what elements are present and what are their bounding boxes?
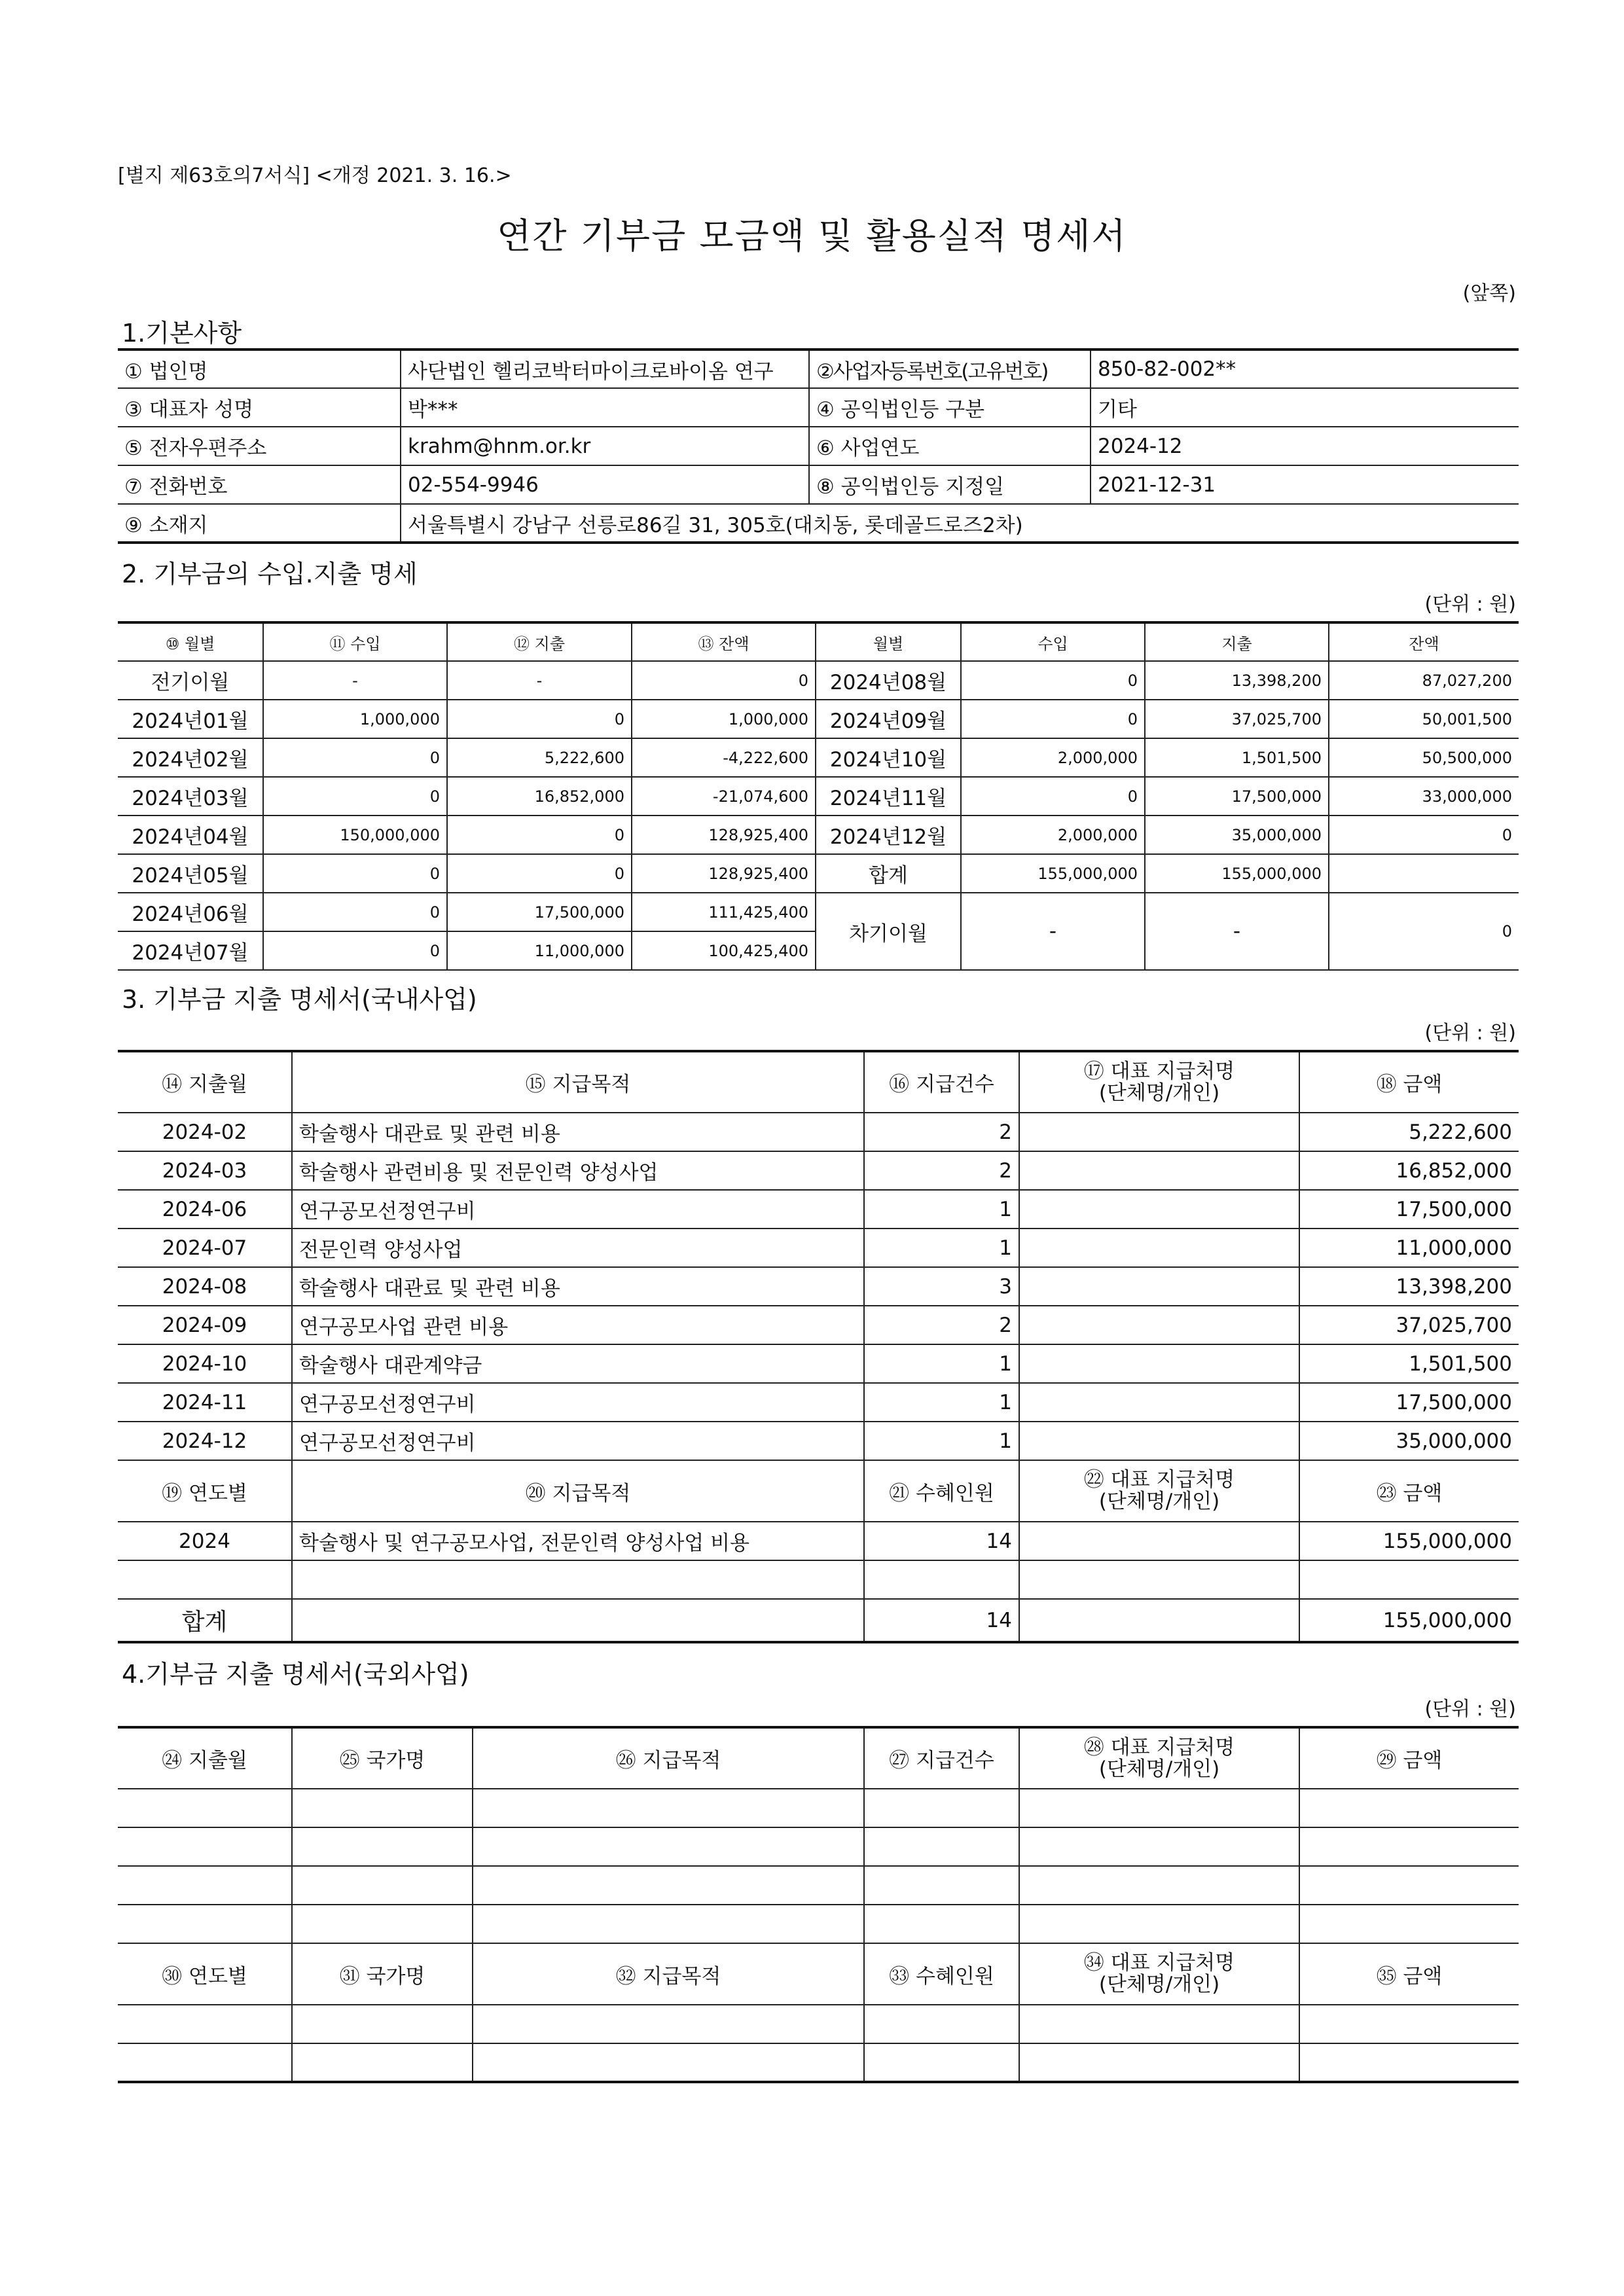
overseas-expense-table (118, 1726, 1519, 2083)
expense-cell: 0 (447, 816, 632, 854)
overseas-header (118, 1727, 1519, 1789)
expense-cell: 17,500,000 (447, 893, 632, 931)
basic-info-row (118, 388, 1519, 427)
overseas-cell (864, 1866, 1019, 1905)
amount-cell: 1,501,500 (1299, 1344, 1519, 1383)
balance-cell: 128,925,400 (632, 854, 816, 893)
yearly-amount-header: ㉓ 금액 (1299, 1460, 1519, 1522)
email-label: ⑤ 전자우편주소 (118, 427, 401, 465)
recipient-header-line1: ⑰ 대표 지급처명 (1083, 1059, 1235, 1083)
overseas-cell (864, 2005, 1019, 2043)
recipient-cell (1019, 1190, 1299, 1229)
overseas-year-header: ㉚ 연도별 (118, 1943, 292, 2005)
income-cell: 0 (263, 893, 447, 931)
corp-type-label: ④ 공익법인등 구분 (809, 388, 1091, 427)
income-header: ⑪ 수입 (263, 622, 447, 661)
income-cell: 2,000,000 (961, 738, 1145, 777)
overseas-cell (118, 1789, 292, 1827)
yearly-recipient-header-line2: (단체명/개인) (1098, 1490, 1220, 1513)
income-cell: 1,000,000 (263, 700, 447, 738)
month-cell: 2024년05월 (118, 854, 263, 893)
basic-info-row (118, 427, 1519, 465)
overseas-yearly-row (118, 2043, 1519, 2082)
carry-forward-balance: 0 (1329, 893, 1519, 970)
income-cell: 0 (263, 738, 447, 777)
country-header: ㉕ 국가명 (292, 1727, 473, 1789)
expense-cell: 37,025,700 (1145, 700, 1329, 738)
phone-value: 02-554-9946 (401, 465, 809, 504)
overseas-yearly-recipient-line2: (단체명/개인) (1098, 1973, 1220, 1996)
overseas-purpose-header: ㉖ 지급목적 (473, 1727, 864, 1789)
month-cell: 2024년02월 (118, 738, 263, 777)
overseas-cell (1019, 2005, 1299, 2043)
expense-month-cell: 2024-11 (118, 1383, 292, 1422)
yearly-recipient-cell (1019, 1560, 1299, 1599)
domestic-row (118, 1151, 1519, 1190)
section1-title: 1.기본사항 (122, 319, 242, 348)
basic-info-row (118, 504, 1519, 543)
month-cell: 2024년03월 (118, 777, 263, 816)
income-cell: 0 (263, 854, 447, 893)
total-expense-cell: 155,000,000 (1145, 854, 1329, 893)
domestic-row (118, 1422, 1519, 1460)
total-purpose-cell (292, 1599, 864, 1642)
income-expense-row (118, 700, 1519, 738)
overseas-row (118, 1866, 1519, 1905)
overseas-cell (473, 1789, 864, 1827)
overseas-cell (1299, 1789, 1519, 1827)
overseas-cell (118, 2043, 292, 2082)
expense-month-cell: 2024-06 (118, 1190, 292, 1229)
overseas-amount-header: ㉙ 금액 (1299, 1727, 1519, 1789)
beneficiaries-header: ㉑ 수혜인원 (864, 1460, 1019, 1522)
yearly-recipient-header-line1: ㉒ 대표 지급처명 (1083, 1468, 1235, 1492)
overseas-cell (118, 2005, 292, 2043)
section4-title: 4.기부금 지출 명세서(국외사업) (122, 1660, 469, 1689)
expense-cell: 1,501,500 (1145, 738, 1329, 777)
basic-info-table (118, 348, 1519, 544)
expense-month-cell: 2024-03 (118, 1151, 292, 1190)
recipient-cell (1019, 1267, 1299, 1306)
carry-forward-expense: - (1145, 893, 1329, 970)
purpose-cell: 학술행사 대관료 및 관련 비용 (292, 1267, 864, 1306)
yearly-recipient-cell (1019, 1522, 1299, 1560)
month-cell: 2024년11월 (816, 777, 961, 816)
overseas-yearly-recipient-header (1019, 1943, 1299, 2005)
business-number-label: ②사업자등록번호(고유번호) (809, 350, 1091, 388)
carry-forward-income: - (961, 893, 1145, 970)
total-recipient-cell (1019, 1599, 1299, 1642)
expense-month-cell: 2024-10 (118, 1344, 292, 1383)
email-value: krahm@hnm.or.kr (401, 427, 809, 465)
domestic-row (118, 1190, 1519, 1229)
section2-unit: (단위 : 원) (1424, 593, 1516, 616)
amount-header: ⑱ 금액 (1299, 1051, 1519, 1113)
overseas-cell (292, 2005, 473, 2043)
overseas-row (118, 1789, 1519, 1827)
balance-cell: 0 (632, 661, 816, 700)
count-cell: 2 (864, 1113, 1019, 1151)
basic-info-row (118, 465, 1519, 504)
recipient-cell (1019, 1306, 1299, 1344)
domestic-yearly-row (118, 1560, 1519, 1599)
overseas-cell (473, 2005, 864, 2043)
balance-cell: 50,001,500 (1329, 700, 1519, 738)
purpose-cell: 학술행사 대관료 및 관련 비용 (292, 1113, 864, 1151)
income-cell: 0 (961, 777, 1145, 816)
amount-cell: 16,852,000 (1299, 1151, 1519, 1190)
overseas-cell (292, 2043, 473, 2082)
income-expense-table (118, 621, 1519, 971)
month-cell: 2024년06월 (118, 893, 263, 931)
balance-cell: -4,222,600 (632, 738, 816, 777)
corp-name-label: ① 법인명 (118, 350, 401, 388)
month-cell: 2024년01월 (118, 700, 263, 738)
count-cell: 2 (864, 1306, 1019, 1344)
month-header-2: 월별 (816, 622, 961, 661)
yearly-purpose-header: ⑳ 지급목적 (292, 1460, 864, 1522)
overseas-yearly-header (118, 1943, 1519, 2005)
overseas-cell (473, 2043, 864, 2082)
fiscal-year-label: ⑥ 사업연도 (809, 427, 1091, 465)
overseas-cell (473, 1905, 864, 1943)
overseas-cell (473, 1866, 864, 1905)
month-cell: 2024년12월 (816, 816, 961, 854)
section4-unit: (단위 : 원) (1424, 1698, 1516, 1721)
month-cell: 2024년04월 (118, 816, 263, 854)
form-id: [별지 제63호의7서식] <개정 2021. 3. 16.> (118, 164, 512, 187)
overseas-cell (292, 1827, 473, 1866)
income-cell: 0 (263, 931, 447, 970)
amount-cell: 17,500,000 (1299, 1383, 1519, 1422)
month-cell: 2024년10월 (816, 738, 961, 777)
month-cell: 2024년08월 (816, 661, 961, 700)
document-title: 연간 기부금 모금액 및 활용실적 명세서 (497, 215, 1127, 257)
overseas-cell (1299, 1905, 1519, 1943)
year-cell (118, 1560, 292, 1599)
corp-name-value: 사단법인 헬리코박터마이크로바이옴 연구 (401, 350, 809, 388)
section3-title: 3. 기부금 지출 명세서(국내사업) (122, 985, 477, 1014)
expense-month-header: ⑭ 지출월 (118, 1051, 292, 1113)
yearly-amount-cell (1299, 1560, 1519, 1599)
yearly-amount-cell: 155,000,000 (1299, 1522, 1519, 1560)
expense-month-cell: 2024-02 (118, 1113, 292, 1151)
corp-type-value: 기타 (1091, 388, 1519, 427)
count-cell: 1 (864, 1229, 1019, 1267)
overseas-cell (1299, 2043, 1519, 2082)
yearly-recipient-header (1019, 1460, 1299, 1522)
recipient-cell (1019, 1151, 1299, 1190)
overseas-yearly-row (118, 2005, 1519, 2043)
balance-cell: -21,074,600 (632, 777, 816, 816)
expense-month-cell: 2024-08 (118, 1267, 292, 1306)
section2-title: 2. 기부금의 수입.지출 명세 (122, 560, 418, 588)
recipient-header (1019, 1051, 1299, 1113)
income-cell: 0 (961, 661, 1145, 700)
domestic-yearly-header (118, 1460, 1519, 1522)
domestic-total-row (118, 1599, 1519, 1642)
count-cell: 1 (864, 1383, 1019, 1422)
balance-cell: 0 (1329, 816, 1519, 854)
expense-cell: 5,222,600 (447, 738, 632, 777)
yearly-purpose-cell (292, 1560, 864, 1599)
overseas-cell (1019, 1827, 1299, 1866)
purpose-cell: 연구공모선정연구비 (292, 1190, 864, 1229)
purpose-header: ⑮ 지급목적 (292, 1051, 864, 1113)
overseas-month-header: ㉔ 지출월 (118, 1727, 292, 1789)
expense-cell: - (447, 661, 632, 700)
balance-header: ⑬ 잔액 (632, 622, 816, 661)
phone-label: ⑦ 전화번호 (118, 465, 401, 504)
count-cell: 1 (864, 1344, 1019, 1383)
overseas-cell (118, 1827, 292, 1866)
overseas-recipient-header (1019, 1727, 1299, 1789)
designation-date-label: ⑧ 공익법인등 지정일 (809, 465, 1091, 504)
overseas-recipient-header-line1: ㉘ 대표 지급처명 (1083, 1735, 1235, 1759)
overseas-cell (1019, 1866, 1299, 1905)
income-cell: - (263, 661, 447, 700)
amount-cell: 37,025,700 (1299, 1306, 1519, 1344)
year-header: ⑲ 연도별 (118, 1460, 292, 1522)
recipient-cell (1019, 1344, 1299, 1383)
month-cell: 2024년07월 (118, 931, 263, 970)
amount-cell: 13,398,200 (1299, 1267, 1519, 1306)
overseas-row (118, 1905, 1519, 1943)
overseas-yearly-amount-header: ㉟ 금액 (1299, 1943, 1519, 2005)
total-beneficiaries: 14 (864, 1599, 1019, 1642)
overseas-cell (118, 1866, 292, 1905)
income-header-2: 수입 (961, 622, 1145, 661)
domestic-row (118, 1267, 1519, 1306)
expense-cell: 13,398,200 (1145, 661, 1329, 700)
expense-cell: 0 (447, 854, 632, 893)
count-cell: 3 (864, 1267, 1019, 1306)
total-label-cell: 합계 (816, 854, 961, 893)
overseas-cell (1019, 1905, 1299, 1943)
balance-cell: 33,000,000 (1329, 777, 1519, 816)
purpose-cell: 학술행사 관련비용 및 전문인력 양성사업 (292, 1151, 864, 1190)
overseas-yearly-country-header: ㉛ 국가명 (292, 1943, 473, 2005)
business-number-value: 850-82-002** (1091, 350, 1519, 388)
expense-cell: 17,500,000 (1145, 777, 1329, 816)
purpose-cell: 연구공모선정연구비 (292, 1383, 864, 1422)
balance-header-2: 잔액 (1329, 622, 1519, 661)
recipient-cell (1019, 1229, 1299, 1267)
month-cell: 2024년09월 (816, 700, 961, 738)
balance-cell: 1,000,000 (632, 700, 816, 738)
income-expense-row (118, 854, 1519, 893)
domestic-yearly-row (118, 1522, 1519, 1560)
purpose-cell: 연구공모사업 관련 비용 (292, 1306, 864, 1344)
expense-month-cell: 2024-09 (118, 1306, 292, 1344)
page-side-note: (앞쪽) (1462, 282, 1516, 305)
expense-cell: 35,000,000 (1145, 816, 1329, 854)
overseas-cell (1299, 1866, 1519, 1905)
overseas-cell (118, 1905, 292, 1943)
domestic-row (118, 1344, 1519, 1383)
purpose-cell: 연구공모선정연구비 (292, 1422, 864, 1460)
expense-month-cell: 2024-07 (118, 1229, 292, 1267)
overseas-cell (292, 1789, 473, 1827)
count-cell: 2 (864, 1151, 1019, 1190)
income-expense-row (118, 816, 1519, 854)
income-expense-header (118, 622, 1519, 661)
count-cell: 1 (864, 1422, 1019, 1460)
domestic-expense-table (118, 1050, 1519, 1643)
amount-cell: 11,000,000 (1299, 1229, 1519, 1267)
year-cell: 2024 (118, 1522, 292, 1560)
overseas-cell (864, 1905, 1019, 1943)
recipient-cell (1019, 1113, 1299, 1151)
fiscal-year-value: 2024-12 (1091, 427, 1519, 465)
expense-cell: 16,852,000 (447, 777, 632, 816)
domestic-row (118, 1306, 1519, 1344)
overseas-cell (473, 1827, 864, 1866)
balance-cell: 100,425,400 (632, 931, 816, 970)
income-expense-row (118, 893, 1519, 931)
expense-header-2: 지출 (1145, 622, 1329, 661)
overseas-cell (1299, 2005, 1519, 2043)
address-value: 서울특별시 강남구 선릉로86길 31, 305호(대치동, 롯데골드로즈2차) (401, 504, 1519, 543)
total-balance-cell (1329, 854, 1519, 893)
address-label: ⑨ 소재지 (118, 504, 401, 543)
carry-forward-label: 차기이월 (816, 893, 961, 970)
total-income-cell: 155,000,000 (961, 854, 1145, 893)
expense-month-cell: 2024-12 (118, 1422, 292, 1460)
overseas-count-header: ㉗ 지급건수 (864, 1727, 1019, 1789)
purpose-cell: 전문인력 양성사업 (292, 1229, 864, 1267)
beneficiaries-cell (864, 1560, 1019, 1599)
beneficiaries-cell: 14 (864, 1522, 1019, 1560)
overseas-cell (864, 2043, 1019, 2082)
overseas-cell (1019, 1789, 1299, 1827)
designation-date-value: 2021-12-31 (1091, 465, 1519, 504)
total-label: 합계 (118, 1599, 292, 1642)
overseas-cell (864, 1827, 1019, 1866)
income-expense-row (118, 777, 1519, 816)
balance-cell: 50,500,000 (1329, 738, 1519, 777)
recipient-cell (1019, 1383, 1299, 1422)
representative-label: ③ 대표자 성명 (118, 388, 401, 427)
count-cell: 1 (864, 1190, 1019, 1229)
income-expense-row (118, 738, 1519, 777)
expense-header: ⑫ 지출 (447, 622, 632, 661)
domestic-row (118, 1229, 1519, 1267)
total-amount: 155,000,000 (1299, 1599, 1519, 1642)
overseas-recipient-header-line2: (단체명/개인) (1098, 1757, 1220, 1781)
overseas-cell (292, 1905, 473, 1943)
expense-cell: 0 (447, 700, 632, 738)
section3-unit: (단위 : 원) (1424, 1022, 1516, 1045)
domestic-row (118, 1383, 1519, 1422)
month-cell: 전기이월 (118, 661, 263, 700)
balance-cell: 128,925,400 (632, 816, 816, 854)
amount-cell: 5,222,600 (1299, 1113, 1519, 1151)
expense-cell: 11,000,000 (447, 931, 632, 970)
overseas-cell (1299, 1827, 1519, 1866)
basic-info-row (118, 350, 1519, 388)
income-cell: 0 (263, 777, 447, 816)
overseas-beneficiaries-header: ㉝ 수혜인원 (864, 1943, 1019, 2005)
purpose-cell: 학술행사 대관계약금 (292, 1344, 864, 1383)
overseas-cell (292, 1866, 473, 1905)
recipient-header-line2: (단체명/개인) (1098, 1081, 1220, 1105)
amount-cell: 17,500,000 (1299, 1190, 1519, 1229)
yearly-purpose-cell: 학술행사 및 연구공모사업, 전문인력 양성사업 비용 (292, 1522, 864, 1560)
representative-value: 박*** (401, 388, 809, 427)
income-expense-row (118, 661, 1519, 700)
balance-cell: 87,027,200 (1329, 661, 1519, 700)
overseas-row (118, 1827, 1519, 1866)
overseas-cell (864, 1789, 1019, 1827)
overseas-yearly-recipient-line1: ㉞ 대표 지급처명 (1083, 1951, 1235, 1975)
overseas-yearly-purpose-header: ㉜ 지급목적 (473, 1943, 864, 2005)
income-cell: 2,000,000 (961, 816, 1145, 854)
income-cell: 150,000,000 (263, 816, 447, 854)
overseas-cell (1019, 2043, 1299, 2082)
amount-cell: 35,000,000 (1299, 1422, 1519, 1460)
domestic-header (118, 1051, 1519, 1113)
balance-cell: 111,425,400 (632, 893, 816, 931)
domestic-row (118, 1113, 1519, 1151)
income-cell: 0 (961, 700, 1145, 738)
count-header: ⑯ 지급건수 (864, 1051, 1019, 1113)
recipient-cell (1019, 1422, 1299, 1460)
month-header: ⑩ 월별 (118, 622, 263, 661)
